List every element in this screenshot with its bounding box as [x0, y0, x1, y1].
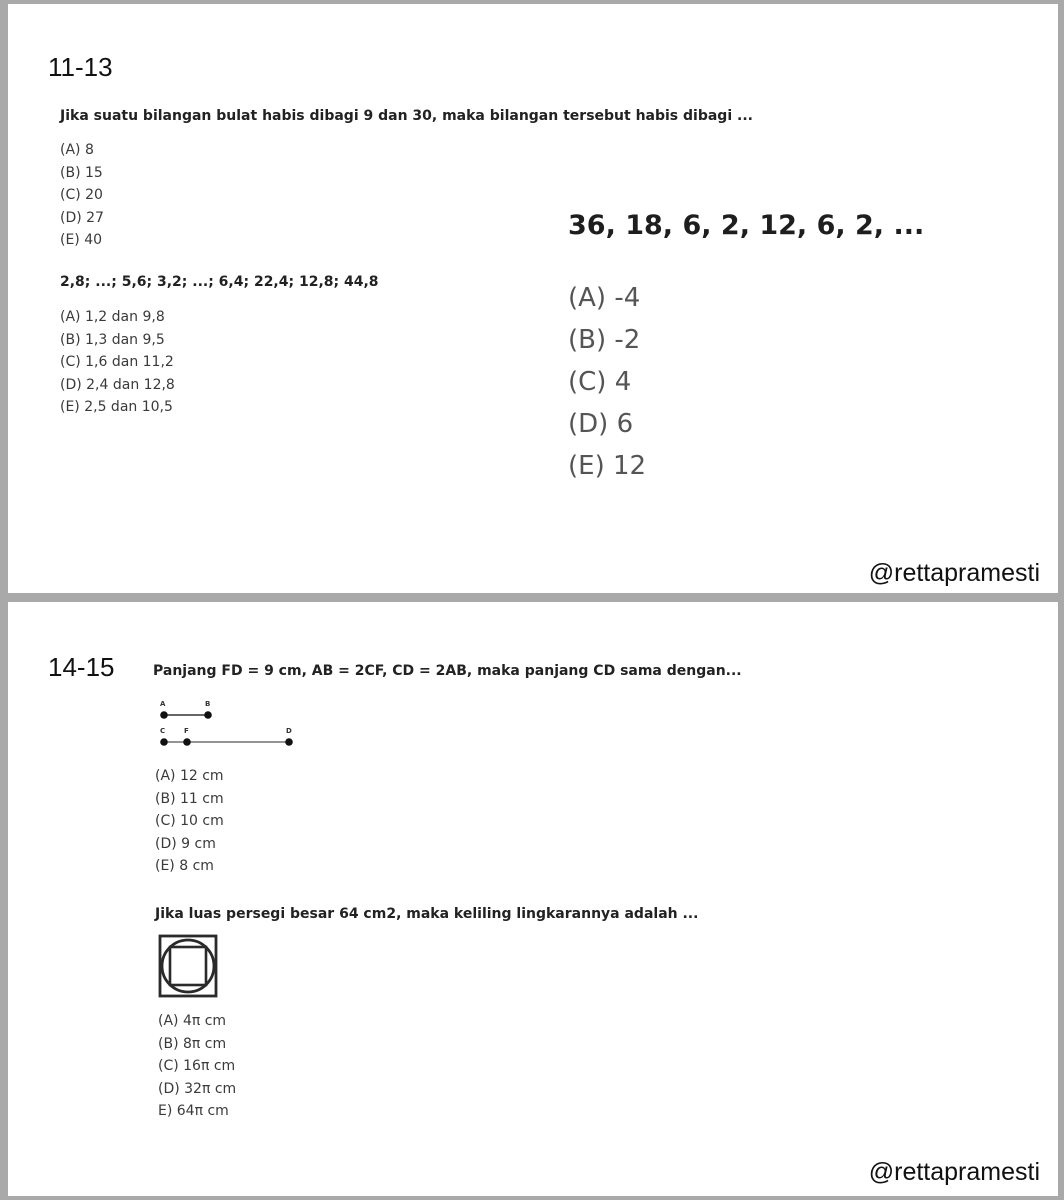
option-b: (B) 11 cm	[155, 790, 224, 807]
option-e: (E) 12	[568, 451, 647, 481]
inner-square	[170, 947, 206, 985]
watermark: @rettapramesti	[868, 559, 1040, 587]
question-14-options	[155, 765, 224, 878]
question-11-options	[60, 139, 104, 252]
question-range-label: 14-15	[48, 652, 115, 682]
question-14-text: Panjang FD = 9 cm, AB = 2CF, CD = 2AB, maka panjang CD sama dengan...	[153, 663, 742, 679]
option-d: (D) 27	[60, 209, 104, 226]
option-b: (B) 1,3 dan 9,5	[60, 331, 165, 348]
option-a: (A) 8	[60, 142, 94, 158]
watermark: @rettapramesti	[868, 1158, 1040, 1186]
slide-11-13	[8, 4, 1058, 593]
option-d: (D) 9 cm	[155, 835, 216, 852]
option-c: (C) 4	[568, 367, 632, 397]
option-e: (E) 40	[60, 232, 103, 248]
label-d: D	[286, 727, 292, 735]
option-b: (B) -2	[568, 325, 641, 355]
option-b: (B) 15	[60, 164, 103, 181]
question-12-text: 2,8; ...; 5,6; 3,2; ...; 6,4; 22,4; 12,8; 44,8	[60, 274, 379, 290]
label-a: A	[160, 700, 166, 708]
option-c: (C) 1,6 dan 11,2	[60, 354, 174, 370]
label-b: B	[205, 700, 211, 708]
option-d: (D) 6	[568, 409, 634, 439]
option-d: (D) 32π cm	[158, 1080, 237, 1097]
outer-square	[160, 936, 216, 996]
slide-14-15	[8, 602, 1058, 1196]
option-e: E) 64π cm	[158, 1103, 229, 1119]
option-a: (A) 12 cm	[155, 768, 224, 784]
point-d	[285, 738, 293, 746]
label-c: C	[160, 727, 166, 735]
square-circle-square-figure	[158, 934, 218, 1000]
line-segments-figure	[153, 696, 303, 756]
option-b: (B) 8π cm	[158, 1035, 227, 1052]
option-e: (E) 8 cm	[155, 858, 214, 874]
point-a	[160, 711, 168, 719]
question-13-options	[568, 277, 646, 487]
option-a: (A) -4	[568, 283, 641, 313]
option-a: (A) 1,2 dan 9,8	[60, 309, 165, 325]
question-12-options	[60, 306, 175, 419]
question-range-label: 11-13	[48, 52, 113, 82]
point-c	[160, 738, 168, 746]
option-d: (D) 2,4 dan 12,8	[60, 376, 175, 393]
question-13-sequence: 36, 18, 6, 2, 12, 6, 2, ...	[568, 210, 925, 241]
option-c: (C) 16π cm	[158, 1058, 236, 1074]
question-15-text: Jika luas persegi besar 64 cm2, maka keliling lingkarannya adalah ...	[155, 906, 699, 922]
question-15-options	[158, 1010, 236, 1123]
option-c: (C) 10 cm	[155, 813, 224, 829]
label-f: F	[184, 727, 189, 735]
option-e: (E) 2,5 dan 10,5	[60, 399, 173, 415]
point-f	[183, 738, 191, 746]
question-11-text: Jika suatu bilangan bulat habis dibagi 9 dan 30, maka bilangan tersebut habis dibagi ...	[60, 108, 753, 124]
option-a: (A) 4π cm	[158, 1013, 227, 1029]
option-c: (C) 20	[60, 187, 103, 203]
point-b	[204, 711, 212, 719]
